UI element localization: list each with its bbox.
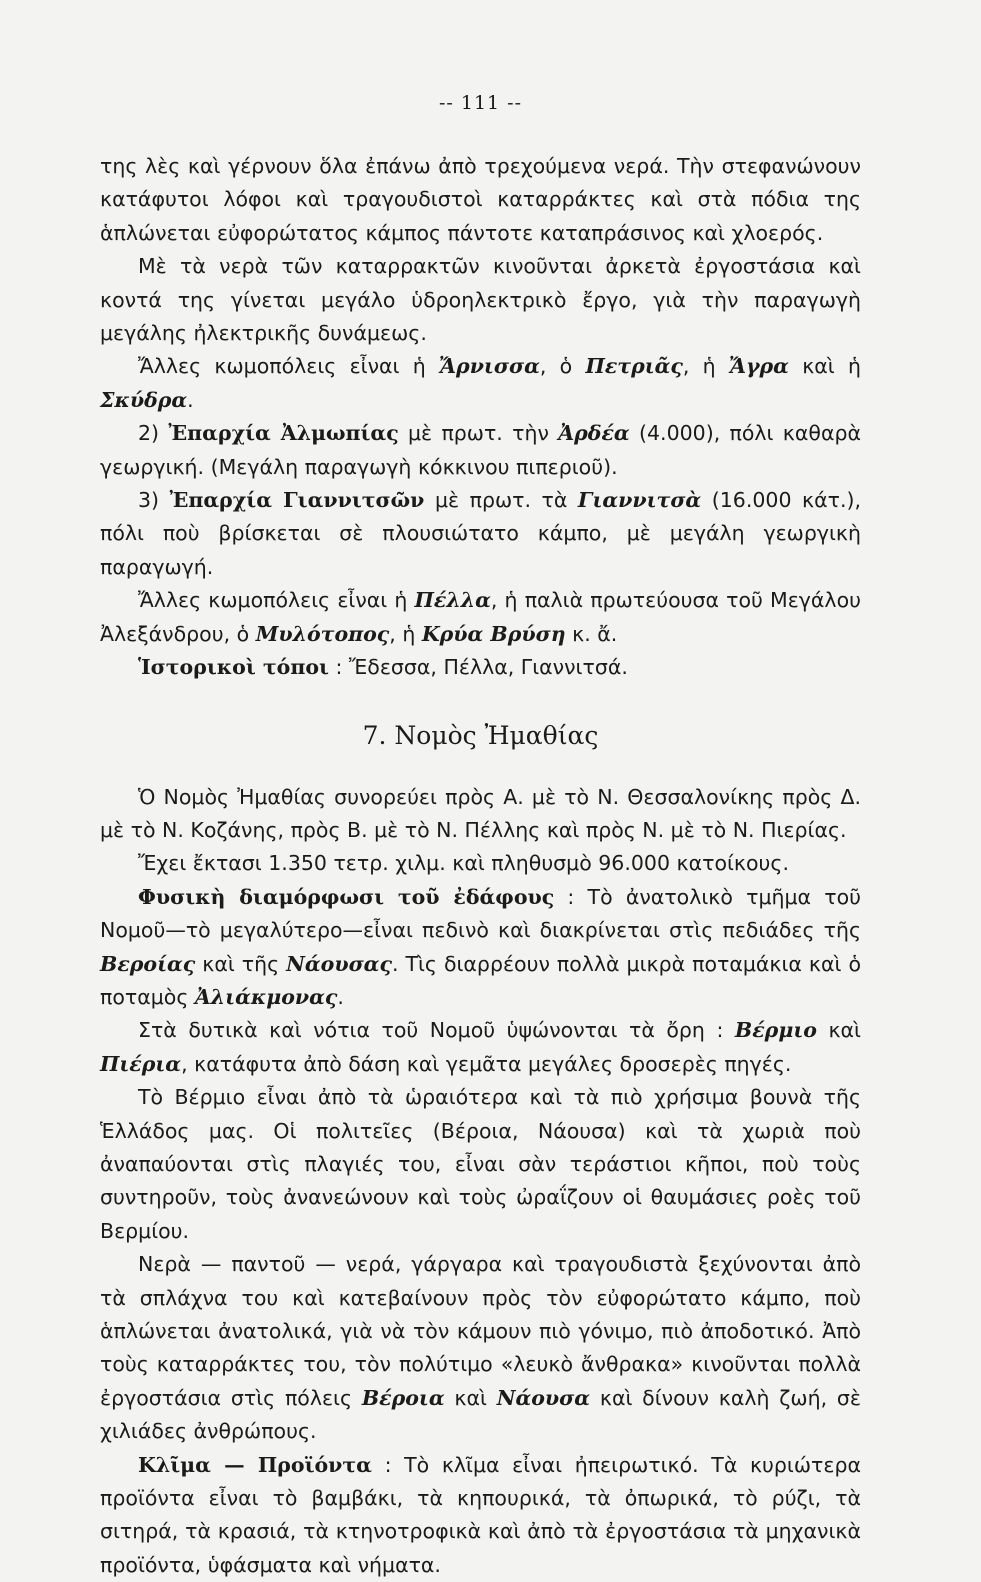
subheading: Φυσικὴ διαμόρφωσι τοῦ ἐδάφους <box>138 885 554 909</box>
paragraph: 3) Ἐπαρχία Γιαννιτσῶν μὲ πρωτ. τὰ Γιαννιτσὰ (16.000 κάτ.), πόλι ποὺ βρίσκεται σὲ πλουσιώτατο κάμπο, μὲ μεγάλη γεωργικὴ παραγωγή. <box>100 484 861 584</box>
section-pella-continued <box>100 150 861 685</box>
section-heading: 7. Νομὸς Ἠμαθίας <box>100 719 861 753</box>
place-name: Ἀρδέα <box>558 421 629 445</box>
paragraph: Τὸ Βέρμιο εἶναι ἀπὸ τὰ ὡραιότερα καὶ τὰ πιὸ χρήσιμα βουνὰ τῆς Ἑλλάδος μας. Οἱ πολιτεῖες (Βέροια, Νάουσα) καὶ τὰ χωριὰ ποὺ ἀναπαύονται στὶς πλαγιές του, εἶναι σὰν τεράστιοι κῆποι, ποὺ τοὺς συντηροῦν, τοὺς ἀνανεώνουν καὶ τοὺς ὠραΐζουν οἱ θαυμάσιες ροὲς τοῦ Βερμίου. <box>100 1081 861 1248</box>
place-name: Πετριᾶς <box>585 354 682 378</box>
section-imathia <box>100 781 861 1582</box>
subheading: Κλῖμα — Προϊόντα <box>138 1453 372 1477</box>
place-name: Σκύδρα <box>100 388 187 412</box>
place-name: Πιέρια <box>100 1052 181 1076</box>
paragraph: Ἄλλες κωμοπόλεις εἶναι ἡ Πέλλα, ἡ παλιὰ πρωτεύουσα τοῦ Μεγάλου Ἀλεξάνδρου, ὁ Μυλότοπος, ἡ Κρύα Βρύση κ. ἄ. <box>100 584 861 651</box>
place-name: Κρύα Βρύση <box>422 622 566 646</box>
paragraph: Μὲ τὰ νερὰ τῶν καταρρακτῶν κινοῦνται ἀρκετὰ ἐργοστάσια καὶ κοντά της γίνεται μεγάλο ὑδροηλεκτρικὸ ἔργο, γιὰ τὴν παραγωγὴ μεγάλης ἠλεκτρικῆς δυνάμεως. <box>100 250 861 350</box>
paragraph: της λὲς καὶ γέρνουν ὅλα ἐπάνω ἀπὸ τρεχούμενα νερά. Τὴν στεφανώνουν κατάφυτοι λόφοι καὶ τραγουδιστοὶ καταρράκτες καὶ στὰ πόδια της ἁπλώνεται εὐφορώτατος κάμπος πάντοτε καταπράσινος καὶ χλοερός. <box>100 150 861 250</box>
subheading: Ἱστορικοὶ τόποι <box>138 655 329 679</box>
place-name: Νάουσα <box>497 1386 590 1410</box>
place-name: Μυλότοπος <box>256 622 390 646</box>
subheading: Ἐπαρχία Γιαννιτσῶν <box>170 488 425 512</box>
paragraph: Ἱστορικοὶ τόποι : Ἔδεσσα, Πέλλα, Γιαννιτσά. <box>100 651 861 684</box>
place-name: Νάουσας <box>286 952 392 976</box>
place-name: Πέλλα <box>415 588 491 612</box>
place-name: Ἀλιάκμονας <box>195 985 338 1009</box>
place-name: Βέρμιο <box>735 1018 817 1042</box>
place-name: Ἄγρα <box>729 354 789 378</box>
place-name: Ἄρνισσα <box>439 354 540 378</box>
paragraph: Κλῖμα — Προϊόντα : Τὸ κλῖμα εἶναι ἠπειρωτικό. Τὰ κυριώτερα προϊόντα εἶναι τὸ βαμβάκι, τὰ κηπουρικά, τὰ ὀπωρικά, τὸ ρύζι, τὰ σιτηρά, τὰ κρασιά, τὰ κτηνοτροφικὰ καὶ ἀπὸ τὰ ἐργοστάσια τὰ μηχανικὰ προϊόντα, ὑφάσματα καὶ νήματα. <box>100 1449 861 1582</box>
paragraph: Ἔχει ἔκτασι 1.350 τετρ. χιλμ. καὶ πληθυσμὸ 96.000 κατοίκους. <box>100 847 861 880</box>
paragraph: Ὁ Νομὸς Ἠμαθίας συνορεύει πρὸς Α. μὲ τὸ Ν. Θεσσαλονίκης πρὸς Δ. μὲ τὸ Ν. Κοζάνης, πρὸς Β. μὲ τὸ Ν. Πέλλης καὶ πρὸς Ν. μὲ τὸ Ν. Πιερίας. <box>100 781 861 848</box>
paragraph: Στὰ δυτικὰ καὶ νότια τοῦ Νομοῦ ὑψώνονται τὰ ὄρη : Βέρμιο καὶ Πιέρια, κατάφυτα ἀπὸ δάση καὶ γεμᾶτα μεγάλες δροσερὲς πηγές. <box>100 1014 861 1081</box>
place-name: Γιαννιτσὰ <box>578 488 701 512</box>
paragraph: Νερὰ — παντοῦ — νερά, γάργαρα καὶ τραγουδιστὰ ξεχύνονται ἀπὸ τὰ σπλάχνα του καὶ κατεβαίνουν πρὸς τὸν εὐφορώτατο κάμπο, ποὺ ἁπλώνεται ἀνατολικά, γιὰ νὰ τὸν κάμουν πιὸ γόνιμο, πιὸ ἀποδοτικό. Ἀπὸ τοὺς καταρράκτες του, τὸν πολύτιμο «λευκὸ ἄνθρακα» κινοῦνται πολλὰ ἐργοστάσια στὶς πόλεις Βέροια καὶ Νάουσα καὶ δίνουν καλὴ ζωή, σὲ χιλιάδες ἀνθρώπους. <box>100 1248 861 1448</box>
page-number: -- 111 -- <box>100 92 861 114</box>
place-name: Βεροίας <box>100 952 195 976</box>
paragraph: Ἄλλες κωμοπόλεις εἶναι ἡ Ἄρνισσα, ὁ Πετριᾶς, ἡ Ἄγρα καὶ ἡ Σκύδρα. <box>100 350 861 417</box>
paragraph: Φυσικὴ διαμόρφωσι τοῦ ἐδάφους : Τὸ ἀνατολικὸ τμῆμα τοῦ Νομοῦ—τὸ μεγαλύτερο—εἶναι πεδινὸ καὶ διακρίνεται στὶς πεδιάδες τῆς Βεροίας καὶ τῆς Νάουσας. Τὶς διαρρέουν πολλὰ μικρὰ ποταμάκια καὶ ὁ ποταμὸς Ἀλιάκμονας. <box>100 881 861 1015</box>
paragraph: 2) Ἐπαρχία Ἀλμωπίας μὲ πρωτ. τὴν Ἀρδέα (4.000), πόλι καθαρὰ γεωργική. (Μεγάλη παραγωγὴ κόκκινου πιπεριοῦ). <box>100 417 861 484</box>
place-name: Βέροια <box>362 1386 445 1410</box>
subheading: Ἐπαρχία Ἀλμωπίας <box>168 421 398 445</box>
